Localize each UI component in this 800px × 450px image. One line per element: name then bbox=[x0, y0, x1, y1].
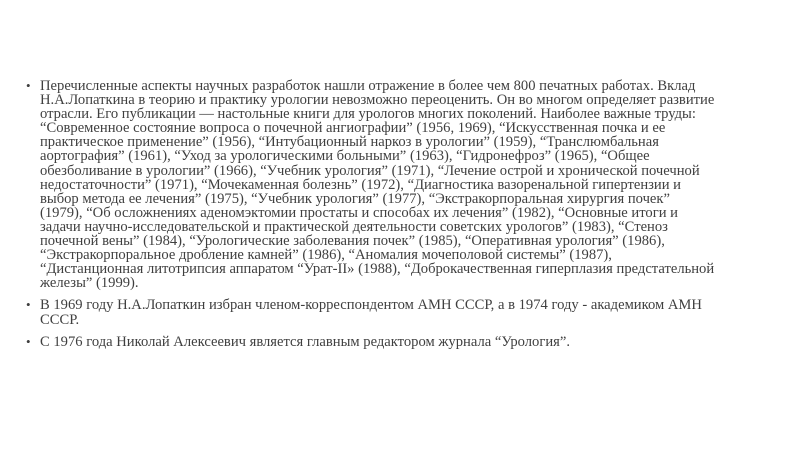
bullet-item-membership bbox=[26, 298, 716, 326]
bullet-item-editor bbox=[26, 335, 716, 349]
bullet-text: С 1976 года Николай Алексеевич является главным редактором журнала “Урология”. bbox=[40, 333, 570, 350]
bullet-icon: • bbox=[26, 297, 31, 313]
bullet-item-works bbox=[26, 79, 716, 290]
bullet-icon: • bbox=[26, 78, 31, 93]
bullet-text: В 1969 году Н.А.Лопаткин избран членом-корреспондентом АМН СССР, а в 1974 году - академиком АМН СССР. bbox=[40, 297, 702, 328]
bullet-list bbox=[26, 79, 716, 357]
bullet-icon: • bbox=[26, 333, 31, 349]
bullet-text: Перечисленные аспекты научных разработок нашли отражение в более чем 800 печатных работах. Вклад Н.А.Лопаткина в теорию и практику урологии невозможно переоценить. Он во многом определяет развитие отрасли. Его публикации — настольные книги для урологов многих поколений. Наиболее важные труды: “Современное состояние вопроса о почечной ангиографии” (1956, 1969), “Искусственная почка и ее практическое применение” (1956), “Интубационный наркоз в урологии” (1959), “Транслюмбальная аортография” (1961), “Уход за урологическими больными” (1963), “Гидронефроз” (1965), “Общее обезболивание в урологии” (1966), “Учебник урология” (1971), “Лечение острой и хронической почечной недостаточности” (1971), “Мочекаменная болезнь” (1972), “Диагностика вазоренальной гипертензии и выбор метода ее лечения” (1975), “Учебник урология” (1977), “Экстракорпоральная хирургия почек” (1979), “Об осложнениях аденомэктомии простаты и способах их лечения” (1982), “Основные итоги и задачи научно-исследовательской и практической деятельности советских урологов” (1983), “Стеноз почечной вены” (1984), “Урологические заболевания почек” (1985), “Оперативная урология” (1986), “Экстракорпоральное дробление камней” (1986), “Аномалия мочеполовой системы” (1987), “Дистанционная литотрипсия аппаратом “Урат-II» (1988), “Доброкачественная гиперплазия предстательной железы” (1999). bbox=[40, 78, 715, 292]
